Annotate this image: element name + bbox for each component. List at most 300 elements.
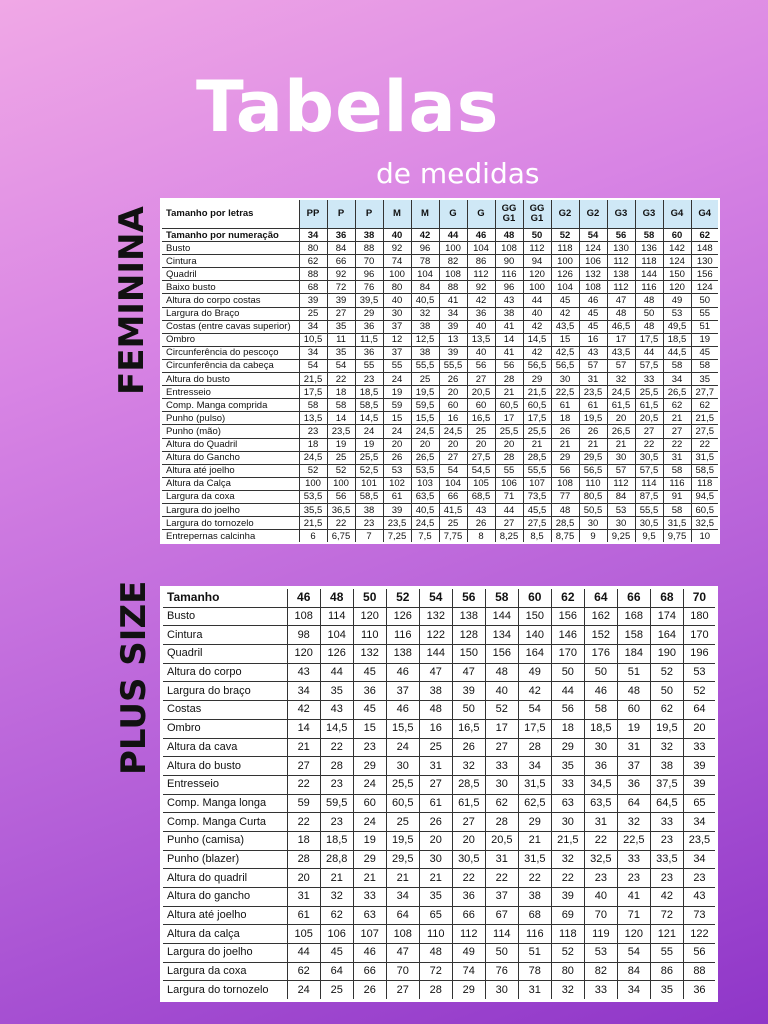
- measure-value: 14: [287, 719, 320, 738]
- measure-value: 144: [485, 607, 518, 626]
- measure-value: 136: [635, 242, 663, 255]
- size-number-cell: 44: [439, 229, 467, 242]
- measure-value: 21: [353, 869, 386, 888]
- measure-value: 23: [355, 373, 383, 386]
- measure-value: 21: [551, 438, 579, 451]
- measure-value: 25: [467, 425, 495, 438]
- table-row: [161, 386, 719, 399]
- measure-value: 68: [299, 281, 327, 294]
- measure-value: 23,5: [579, 386, 607, 399]
- measure-value: 48: [419, 944, 452, 963]
- measure-value: 8: [467, 530, 495, 544]
- measure-value: 64,5: [650, 794, 683, 813]
- measure-label: Altura até joelho: [162, 906, 288, 925]
- size-cell: 58: [485, 588, 518, 608]
- measure-label: Largura do Braço: [161, 307, 299, 320]
- measure-value: 26,5: [663, 386, 691, 399]
- measure-value: 35: [650, 981, 683, 1001]
- measure-value: 33: [617, 850, 650, 869]
- measure-value: 19,5: [650, 719, 683, 738]
- measure-value: 12: [383, 333, 411, 346]
- measure-value: 42,5: [551, 346, 579, 359]
- measure-value: 86: [650, 962, 683, 981]
- measure-value: 32,5: [691, 517, 719, 530]
- measure-label: Entresseio: [161, 386, 299, 399]
- measure-value: 27: [287, 757, 320, 776]
- measure-value: 23: [320, 813, 353, 832]
- measure-value: 32: [650, 738, 683, 757]
- table-row: [162, 813, 717, 832]
- measure-value: 24: [287, 981, 320, 1001]
- measure-value: 14: [327, 412, 355, 425]
- measure-value: 27: [663, 425, 691, 438]
- measure-value: 74: [452, 962, 485, 981]
- measure-value: 92: [383, 242, 411, 255]
- measure-value: 56,5: [523, 359, 551, 372]
- measure-value: 30: [551, 813, 584, 832]
- measure-value: 144: [635, 268, 663, 281]
- measure-value: 39: [439, 346, 467, 359]
- measure-value: 21: [607, 438, 635, 451]
- measure-value: 27: [467, 373, 495, 386]
- measure-value: 38: [495, 307, 523, 320]
- measure-value: 16,5: [467, 412, 495, 425]
- measure-value: 36: [683, 981, 716, 1001]
- measure-value: 33: [485, 757, 518, 776]
- measure-value: 30: [607, 517, 635, 530]
- measure-value: 110: [579, 477, 607, 490]
- measure-value: 35,5: [299, 503, 327, 516]
- measure-value: 156: [551, 607, 584, 626]
- measure-value: 80: [383, 281, 411, 294]
- measure-value: 44: [287, 944, 320, 963]
- measure-value: 34: [287, 682, 320, 701]
- measure-value: 31: [617, 738, 650, 757]
- measure-value: 18,5: [663, 333, 691, 346]
- size-cell: 68: [650, 588, 683, 608]
- measure-value: 62: [299, 255, 327, 268]
- measure-value: 27: [495, 517, 523, 530]
- measure-value: 138: [452, 607, 485, 626]
- measure-value: 107: [523, 477, 551, 490]
- measure-value: 37: [386, 682, 419, 701]
- measure-value: 17: [495, 412, 523, 425]
- measure-value: 39: [683, 757, 716, 776]
- measure-value: 104: [467, 242, 495, 255]
- size-cell: 64: [584, 588, 617, 608]
- measure-value: 100: [327, 477, 355, 490]
- measure-value: 29: [551, 738, 584, 757]
- table-row: [162, 962, 717, 981]
- measure-value: 29: [353, 850, 386, 869]
- measure-label: Comp. Manga Curta: [162, 813, 288, 832]
- measure-value: 36: [617, 775, 650, 794]
- measure-value: 49: [452, 944, 485, 963]
- measure-value: 112: [523, 242, 551, 255]
- measure-value: 110: [419, 925, 452, 944]
- measure-value: 28: [320, 757, 353, 776]
- measure-value: 55: [383, 359, 411, 372]
- measure-label: Altura do busto: [162, 757, 288, 776]
- measure-value: 63: [353, 906, 386, 925]
- measure-value: 57: [607, 464, 635, 477]
- measure-label: Altura da Calça: [161, 477, 299, 490]
- measure-value: 46,5: [607, 320, 635, 333]
- measure-value: 58,5: [691, 464, 719, 477]
- measure-value: 150: [518, 607, 551, 626]
- measure-value: 33: [353, 888, 386, 907]
- measure-value: 112: [607, 477, 635, 490]
- measure-value: 40: [467, 346, 495, 359]
- measure-label: Ombro: [161, 333, 299, 346]
- measure-value: 25: [439, 517, 467, 530]
- measure-value: 45: [579, 320, 607, 333]
- measure-value: 64: [320, 962, 353, 981]
- measure-value: 58: [663, 503, 691, 516]
- measure-value: 31: [584, 813, 617, 832]
- measure-label: Largura do joelho: [161, 503, 299, 516]
- measure-value: 30,5: [452, 850, 485, 869]
- measure-value: 43: [579, 346, 607, 359]
- measure-value: 58: [691, 359, 719, 372]
- measure-value: 72: [419, 962, 452, 981]
- table-row: [161, 425, 719, 438]
- measure-value: 100: [299, 477, 327, 490]
- measure-value: 43: [320, 701, 353, 720]
- measure-value: 30: [551, 373, 579, 386]
- measure-value: 19,5: [386, 831, 419, 850]
- measure-value: 104: [411, 268, 439, 281]
- measure-value: 47: [386, 944, 419, 963]
- measure-value: 61: [551, 399, 579, 412]
- measure-value: 19: [355, 438, 383, 451]
- size-number-cell: 56: [607, 229, 635, 242]
- measure-value: 118: [551, 242, 579, 255]
- size-number-cell: 34: [299, 229, 327, 242]
- measure-value: 134: [485, 626, 518, 645]
- measure-value: 30: [485, 775, 518, 794]
- measure-value: 62: [320, 906, 353, 925]
- measure-value: 31: [485, 850, 518, 869]
- measure-value: 58,5: [355, 399, 383, 412]
- measure-value: 16: [579, 333, 607, 346]
- measure-value: 22,5: [617, 831, 650, 850]
- plus-size-table: [160, 586, 718, 1002]
- measure-value: 46: [386, 701, 419, 720]
- measure-value: 30: [383, 307, 411, 320]
- measure-value: 57: [579, 359, 607, 372]
- measure-value: 39: [383, 503, 411, 516]
- measure-label: Altura da cava: [162, 738, 288, 757]
- measure-value: 32: [452, 757, 485, 776]
- measure-value: 88: [683, 962, 716, 981]
- size-number-cell: 54: [579, 229, 607, 242]
- measure-value: 23: [650, 869, 683, 888]
- measure-value: 34: [439, 307, 467, 320]
- table-header-row: [162, 588, 717, 608]
- size-cell: 70: [683, 588, 716, 608]
- measure-label: Punho (blazer): [162, 850, 288, 869]
- measure-value: 142: [663, 242, 691, 255]
- measure-value: 55: [355, 359, 383, 372]
- measure-value: 9,75: [663, 530, 691, 544]
- measure-value: 50: [485, 944, 518, 963]
- measure-value: 130: [691, 255, 719, 268]
- measure-value: 71: [617, 906, 650, 925]
- measure-value: 36,5: [327, 503, 355, 516]
- measure-value: 100: [439, 242, 467, 255]
- measure-value: 50: [650, 682, 683, 701]
- measure-value: 32: [411, 307, 439, 320]
- measure-value: 45: [320, 944, 353, 963]
- measure-value: 23: [353, 738, 386, 757]
- measure-value: 132: [419, 607, 452, 626]
- measure-value: 32: [551, 850, 584, 869]
- measure-value: 25: [320, 981, 353, 1001]
- measure-value: 16: [439, 412, 467, 425]
- measure-value: 34,5: [584, 775, 617, 794]
- measure-value: 31: [518, 981, 551, 1001]
- size-letter-cell: M: [411, 199, 439, 229]
- size-cell: 66: [617, 588, 650, 608]
- measure-value: 150: [452, 645, 485, 664]
- measure-value: 70: [386, 962, 419, 981]
- measure-value: 112: [467, 268, 495, 281]
- measure-value: 23: [355, 517, 383, 530]
- measure-value: 36: [355, 346, 383, 359]
- measure-label: Entrepernas calcinha: [161, 530, 299, 544]
- measure-value: 56: [495, 359, 523, 372]
- measure-value: 116: [663, 477, 691, 490]
- measure-value: 90: [495, 255, 523, 268]
- measure-value: 116: [386, 626, 419, 645]
- measure-value: 100: [383, 268, 411, 281]
- measure-value: 108: [386, 925, 419, 944]
- measure-value: 23,5: [683, 831, 716, 850]
- measure-value: 116: [635, 281, 663, 294]
- measure-value: 92: [467, 281, 495, 294]
- measure-value: 56: [551, 464, 579, 477]
- measure-value: 118: [691, 477, 719, 490]
- measure-value: 14: [495, 333, 523, 346]
- measure-value: 46: [584, 682, 617, 701]
- measure-value: 14,5: [320, 719, 353, 738]
- table-row: [162, 981, 717, 1001]
- measure-value: 55,5: [439, 359, 467, 372]
- measure-value: 40: [584, 888, 617, 907]
- measure-value: 22: [635, 438, 663, 451]
- table-row: [162, 831, 717, 850]
- measure-value: 21: [495, 386, 523, 399]
- measure-value: 168: [617, 607, 650, 626]
- measure-value: 24,5: [299, 451, 327, 464]
- measure-value: 31: [287, 888, 320, 907]
- measure-value: 26: [383, 451, 411, 464]
- measure-label: Altura até joelho: [161, 464, 299, 477]
- measure-value: 47: [607, 294, 635, 307]
- measure-value: 18: [551, 412, 579, 425]
- measure-value: 108: [495, 242, 523, 255]
- measure-value: 47: [419, 663, 452, 682]
- measure-value: 41,5: [439, 503, 467, 516]
- measure-value: 52: [327, 464, 355, 477]
- measure-value: 82: [584, 962, 617, 981]
- size-cell: 60: [518, 588, 551, 608]
- measure-value: 84: [617, 962, 650, 981]
- measure-value: 72: [650, 906, 683, 925]
- measure-value: 174: [650, 607, 683, 626]
- measure-value: 39: [327, 294, 355, 307]
- table-row: [162, 701, 717, 720]
- measure-value: 55: [495, 464, 523, 477]
- measure-value: 22: [287, 813, 320, 832]
- table-row: [162, 869, 717, 888]
- feminina-size-table: [160, 198, 720, 544]
- measure-value: 22: [663, 438, 691, 451]
- table-row: [161, 530, 719, 544]
- size-number-label: Tamanho por numeração: [161, 229, 299, 242]
- measure-value: 55: [650, 944, 683, 963]
- measure-value: 20,5: [485, 831, 518, 850]
- measure-value: 66: [439, 490, 467, 503]
- measure-value: 53,5: [411, 464, 439, 477]
- size-cell: 50: [353, 588, 386, 608]
- measure-value: 88: [355, 242, 383, 255]
- size-number-cell: 58: [635, 229, 663, 242]
- measure-value: 73: [683, 906, 716, 925]
- measure-value: 52: [299, 464, 327, 477]
- measure-label: Cintura: [161, 255, 299, 268]
- measure-value: 30: [584, 738, 617, 757]
- measure-value: 34: [299, 320, 327, 333]
- measure-value: 44: [495, 503, 523, 516]
- measure-value: 61: [287, 906, 320, 925]
- measure-value: 88: [299, 268, 327, 281]
- measure-value: 35: [551, 757, 584, 776]
- measure-value: 66: [327, 255, 355, 268]
- measure-value: 112: [607, 281, 635, 294]
- measure-value: 54: [617, 944, 650, 963]
- measure-value: 26: [551, 425, 579, 438]
- measure-value: 17: [607, 333, 635, 346]
- measure-value: 42: [523, 320, 551, 333]
- measure-value: 26: [467, 517, 495, 530]
- measure-value: 61,5: [635, 399, 663, 412]
- measure-value: 63,5: [584, 794, 617, 813]
- measure-value: 22: [327, 517, 355, 530]
- measure-label: Costas: [162, 701, 288, 720]
- measure-value: 40: [485, 682, 518, 701]
- size-number-cell: 42: [411, 229, 439, 242]
- measure-value: 15: [353, 719, 386, 738]
- measure-value: 36: [467, 307, 495, 320]
- size-cell: 46: [287, 588, 320, 608]
- measure-value: 61: [419, 794, 452, 813]
- measure-value: 16: [419, 719, 452, 738]
- measure-value: 14,5: [355, 412, 383, 425]
- measure-value: 27,5: [691, 425, 719, 438]
- measure-value: 108: [287, 607, 320, 626]
- table-row: [162, 719, 717, 738]
- measure-value: 25,5: [355, 451, 383, 464]
- measure-value: 100: [523, 281, 551, 294]
- measure-label: Busto: [162, 607, 288, 626]
- measure-value: 60,5: [691, 503, 719, 516]
- measure-value: 34: [299, 346, 327, 359]
- measure-value: 30: [419, 850, 452, 869]
- measure-label: Altura do busto: [161, 373, 299, 386]
- measure-value: 20: [383, 438, 411, 451]
- page-subtitle: de medidas: [376, 157, 540, 190]
- measure-value: 19,5: [579, 412, 607, 425]
- measure-value: 26: [419, 813, 452, 832]
- measure-label: Cintura: [162, 626, 288, 645]
- measure-label: Largura da coxa: [162, 962, 288, 981]
- measure-value: 156: [691, 268, 719, 281]
- table-row: [161, 490, 719, 503]
- measure-value: 32: [607, 373, 635, 386]
- table-row: [161, 451, 719, 464]
- measure-value: 112: [607, 255, 635, 268]
- measure-value: 26: [579, 425, 607, 438]
- measure-label: Circunferência do pescoço: [161, 346, 299, 359]
- measure-value: 17,5: [299, 386, 327, 399]
- measure-value: 25,5: [523, 425, 551, 438]
- measure-value: 180: [683, 607, 716, 626]
- measure-value: 46: [579, 294, 607, 307]
- measure-value: 32,5: [584, 850, 617, 869]
- measure-value: 21: [287, 738, 320, 757]
- measure-value: 26: [439, 373, 467, 386]
- measure-value: 61: [579, 399, 607, 412]
- measure-value: 28: [518, 738, 551, 757]
- measure-value: 57: [607, 359, 635, 372]
- measure-value: 61,5: [607, 399, 635, 412]
- measure-value: 17,5: [518, 719, 551, 738]
- size-number-cell: 60: [663, 229, 691, 242]
- measure-value: 18,5: [584, 719, 617, 738]
- measure-value: 106: [495, 477, 523, 490]
- measure-value: 58: [663, 464, 691, 477]
- measure-value: 10,5: [299, 333, 327, 346]
- table-row: [162, 645, 717, 664]
- measure-value: 21: [523, 438, 551, 451]
- measure-value: 20: [411, 438, 439, 451]
- size-letter-cell: G2: [551, 199, 579, 229]
- measure-value: 24,5: [607, 386, 635, 399]
- measure-value: 28,5: [551, 517, 579, 530]
- measure-value: 43,5: [607, 346, 635, 359]
- measure-value: 49,5: [663, 320, 691, 333]
- measure-value: 52: [650, 663, 683, 682]
- measure-value: 53,5: [299, 490, 327, 503]
- measure-value: 116: [518, 925, 551, 944]
- measure-label: Ombro: [162, 719, 288, 738]
- measure-value: 25: [327, 451, 355, 464]
- measure-value: 128: [452, 626, 485, 645]
- measure-value: 138: [386, 645, 419, 664]
- measure-value: 62: [663, 399, 691, 412]
- measure-value: 14,5: [523, 333, 551, 346]
- measure-value: 164: [650, 626, 683, 645]
- measure-value: 21,5: [299, 517, 327, 530]
- table-row: [161, 346, 719, 359]
- measure-value: 52: [485, 701, 518, 720]
- table-row: [161, 412, 719, 425]
- measure-value: 39,5: [355, 294, 383, 307]
- measure-value: 9: [579, 530, 607, 544]
- measure-value: 9,5: [635, 530, 663, 544]
